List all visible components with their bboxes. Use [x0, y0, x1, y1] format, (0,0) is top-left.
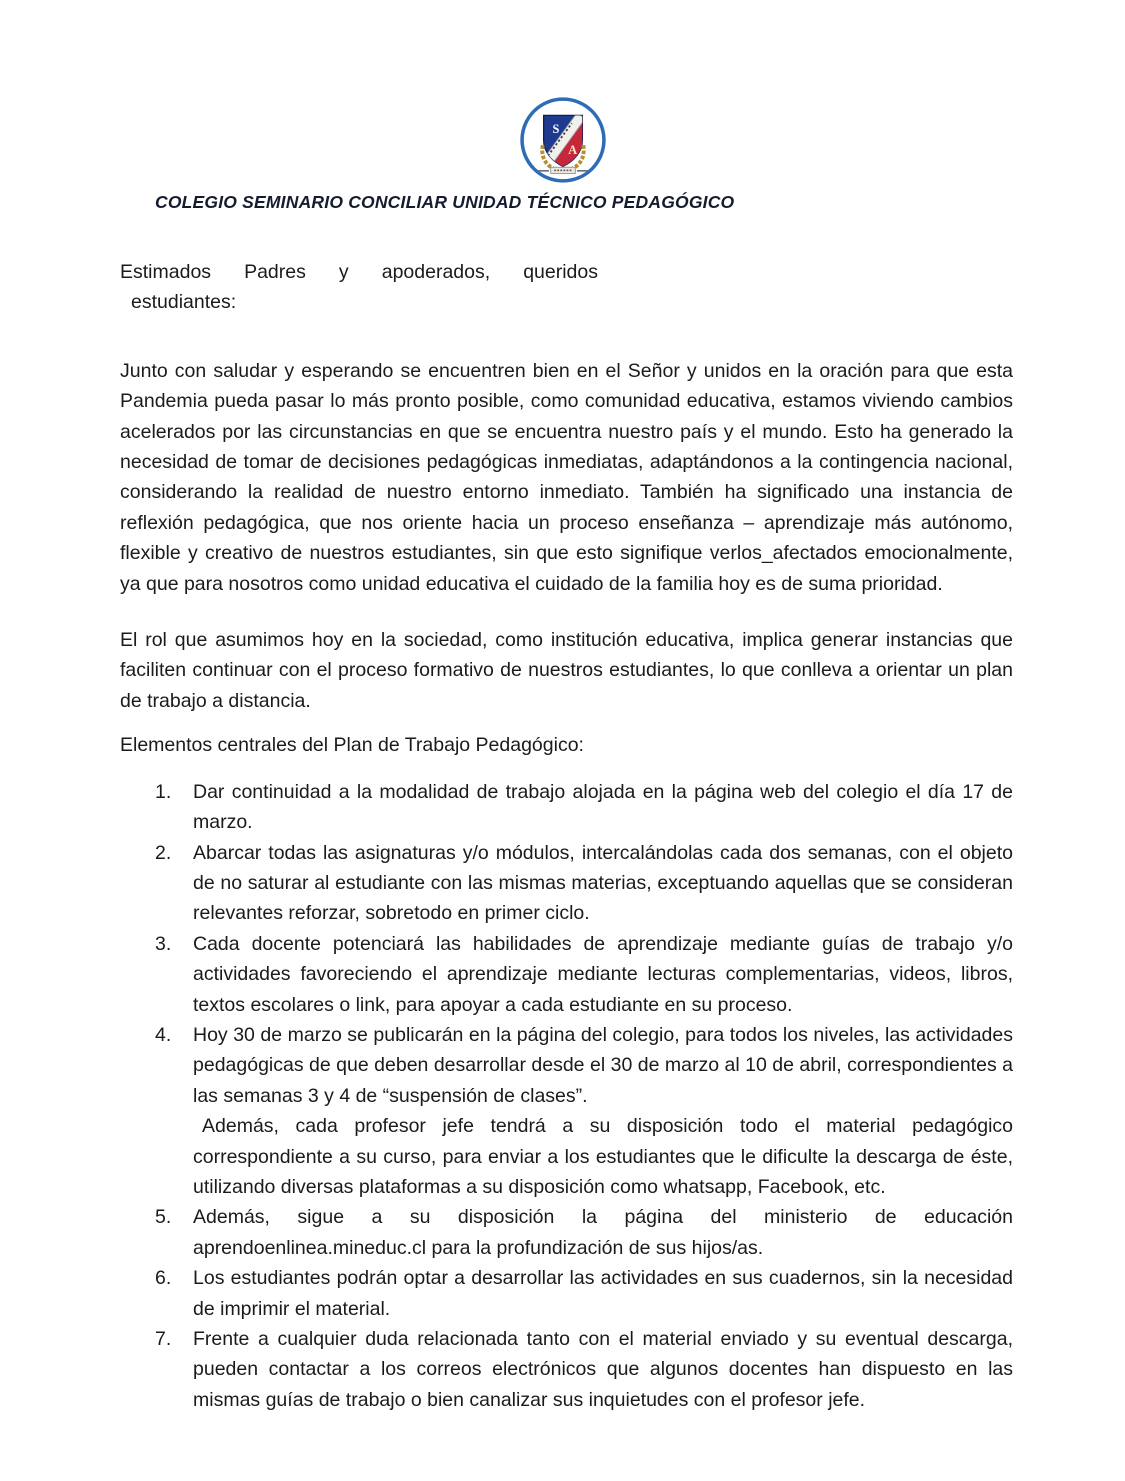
school-crest-icon	[519, 96, 607, 184]
document-title: COLEGIO SEMINARIO CONCILIAR UNIDAD TÉCNICO PEDAGÓGICO	[155, 192, 735, 212]
salutation-line1: Estimados Padres y apoderados, queridos	[120, 261, 598, 283]
list-item-number: 5.	[155, 1206, 172, 1229]
list-item-text: Cada docente potenciará las habilidades de aprendizaje mediante guías de trabajo y/o actividades favoreciendo el aprendizaje mediante lecturas complementarias, videos, libros, textos escolares o link, para apoyar a cada estudiante en su proceso.	[193, 932, 1013, 1016]
list-item-continuation: Además, cada profesor jefe tendrá a su disposición todo el material pedagógico correspondiente a su curso, para enviar a los estudiantes que le dificulte la descarga de éste, utilizando diversas plataformas a su disposición como whatsapp, Facebook, etc.	[193, 1115, 1013, 1198]
list-item-text: Frente a cualquier duda relacionada tanto con el material enviado y su eventual descarga, pueden contactar a los correos electrónicos que algunos docentes han dispuesto en las mismas guías de trabajo o bien canalizar sus inquietudes con el profesor jefe.	[193, 1328, 1013, 1411]
list-item-number: 2.	[155, 841, 172, 864]
list-item-number: 1.	[155, 780, 172, 803]
list-item-number: 7.	[155, 1328, 172, 1350]
paragraph-role: El rol que asumimos hoy en la sociedad, como institución educativa, implica generar instancias que faciliten continuar con el proceso formativo de nuestros estudiantes, lo que conlleva a orientar un plan de trabajo a distancia.	[120, 629, 1013, 712]
list-intro: Elementos centrales del Plan de Trabajo Pedagógico:	[120, 734, 584, 757]
salutation	[120, 257, 598, 318]
list-item	[120, 1324, 1013, 1415]
list-item-text: Abarcar todas las asignaturas y/o módulos, intercalándolas cada dos semanas, con el objeto de no saturar al estudiante con las mismas materias, exceptuando aquellas que se consideran relevantes reforzar, sobretodo en primer ciclo.	[193, 841, 1013, 925]
list-item-number: 6.	[155, 1267, 172, 1290]
paragraph-intro: Junto con saludar y esperando se encuentren bien en el Señor y unidos en la oración para que esta Pandemia pueda pasar lo más pronto posible, como comunidad educativa, estamos viviendo cambios acelerados por las circunstancias en que se encuentra nuestro país y el mundo. Esto ha generado la necesidad de tomar de decisiones pedagógicas inmediatas, adaptándonos a la contingencia nacional, considerando la realidad de nuestro entorno inmediato. También ha significado una instancia de reflexión pedagógica, que nos oriente hacia un proceso enseñanza – aprendizaje más autónomo, flexible y creativo de nuestros estudiantes, sin que esto signifique verlos_afectados emocionalmente, ya que para nosotros como unidad educativa el cuidado de la familia hoy es de suma prioridad.	[120, 359, 1013, 595]
list-item	[120, 777, 1013, 838]
list-item	[120, 838, 1013, 929]
logo-letter-s: S	[552, 121, 559, 136]
list-item-number: 4.	[155, 1023, 172, 1046]
list-item	[120, 1020, 1013, 1202]
list-item-text: Los estudiantes podrán optar a desarrollar las actividades en sus cuadernos, sin la necesidad de imprimir el material.	[193, 1267, 1013, 1320]
list-item-text	[193, 1020, 1013, 1202]
list-item-text: Dar continuidad a la modalidad de trabajo alojada en la página web del colegio el día 17 de marzo.	[193, 780, 1013, 834]
document-body	[120, 257, 1013, 1415]
numbered-list	[120, 777, 1013, 1416]
list-item-text-main: Hoy 30 de marzo se publicarán en la página del colegio, para todos los niveles, las actividades pedagógicas de que deben desarrollar desde el 30 de marzo al 10 de abril, correspondientes a las semanas 3 y 4 de “suspensión de clases”.	[193, 1023, 1013, 1107]
school-logo	[519, 96, 607, 184]
list-item	[120, 929, 1013, 1020]
list-item-text: Además, sigue a su disposición la página del ministerio de educación aprendoenlinea.mineduc.cl para la profundización de sus hijos/as.	[193, 1206, 1013, 1259]
list-item	[120, 1263, 1013, 1324]
list-item	[120, 1202, 1013, 1263]
logo-letter-a: A	[567, 143, 577, 158]
list-item-number: 3.	[155, 932, 172, 955]
salutation-line2: estudiantes:	[131, 291, 237, 314]
